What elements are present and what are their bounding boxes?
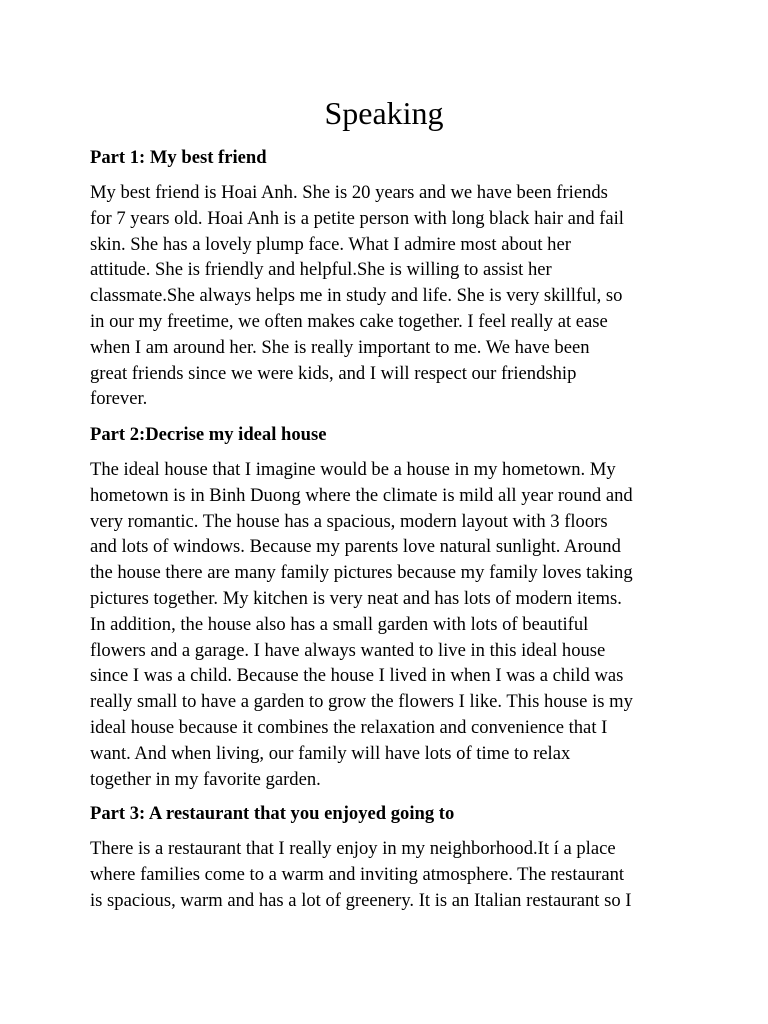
paragraph-line: in our my freetime, we often makes cake together. I feel really at ease: [90, 310, 608, 332]
paragraph-line: when I am around her. She is really important to me. We have been: [90, 336, 590, 358]
paragraph-line: classmate.She always helps me in study and life. She is very skillful, so: [90, 285, 623, 307]
paragraph-line: attitude. She is friendly and helpful.She is willing to assist her: [90, 259, 552, 281]
section-heading-part-3: Part 3: A restaurant that you enjoyed going to: [90, 803, 455, 824]
paragraph-line: My best friend is Hoai Anh. She is 20 years and we have been friends: [90, 182, 608, 203]
paragraph-line: skin. She has a lovely plump face. What I admire most about her: [90, 233, 571, 255]
paragraph-line: together in my favorite garden.: [90, 768, 321, 790]
paragraph-line: pictures together. My kitchen is very neat and has lots of modern items.: [90, 587, 622, 609]
section-heading-part-1: Part 1: My best friend: [90, 147, 267, 168]
paragraph-line: hometown is in Binh Duong where the climate is mild all year round and: [90, 484, 633, 506]
paragraph-line: ideal house because it combines the relaxation and convenience that I: [90, 716, 608, 738]
section-body-part-1: [90, 180, 686, 412]
paragraph-line: and lots of windows. Because my parents love natural sunlight. Around: [90, 536, 621, 558]
paragraph-line: forever.: [90, 388, 148, 410]
paragraph-line: since I was a child. Because the house I lived in when I was a child was: [90, 665, 624, 687]
section-body-part-2: [90, 457, 686, 792]
paragraph-line: the house there are many family pictures because my family loves taking: [90, 562, 633, 584]
paragraph-line: want. And when living, our family will have lots of time to relax: [90, 742, 571, 764]
paragraph-line: really small to have a garden to grow the flowers I like. This house is my: [90, 691, 633, 713]
paragraph-line: flowers and a garage. I have always wanted to live in this ideal house: [90, 639, 606, 661]
paragraph-line: where families come to a warm and inviting atmosphere. The restaurant: [90, 863, 625, 885]
paragraph-line: great friends since we were kids, and I will respect our friendship: [90, 362, 577, 384]
section-body-part-3: [90, 836, 686, 913]
section-heading-part-2: Part 2:Decrise my ideal house: [90, 424, 327, 445]
paragraph-line: very romantic. The house has a spacious, modern layout with 3 floors: [90, 510, 608, 532]
paragraph-line: The ideal house that I imagine would be a house in my hometown. My: [90, 459, 616, 480]
paragraph-line: There is a restaurant that I really enjoy in my neighborhood.It í a place: [90, 838, 616, 859]
page-title: Speaking: [324, 95, 444, 131]
paragraph-line: In addition, the house also has a small garden with lots of beautiful: [90, 613, 589, 635]
paragraph-line: is spacious, warm and has a lot of greenery. It is an Italian restaurant so I: [90, 889, 632, 911]
paragraph-line: for 7 years old. Hoai Anh is a petite person with long black hair and fail: [90, 207, 624, 229]
